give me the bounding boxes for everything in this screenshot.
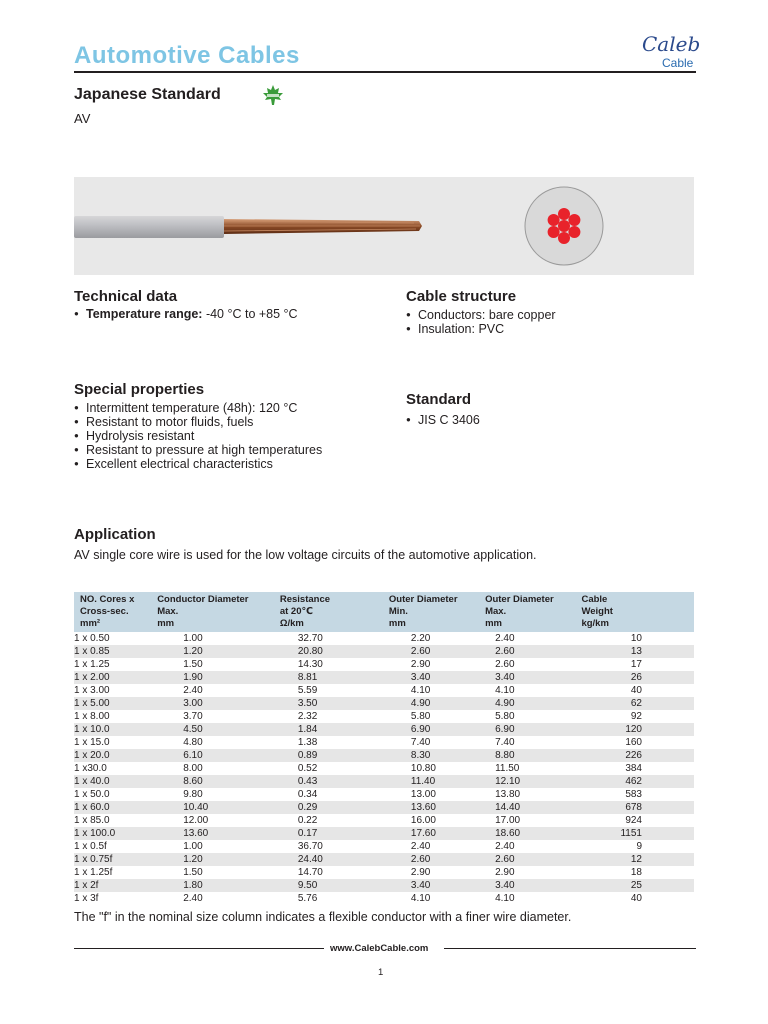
standard-list xyxy=(406,413,480,427)
table-cell: 1 x 0.75f xyxy=(74,853,157,866)
header-line: mm xyxy=(485,618,502,629)
table-cell: 1.80 xyxy=(157,879,280,892)
table-cell: 4.50 xyxy=(157,723,280,736)
table-cell: 9.50 xyxy=(280,879,389,892)
header-line: Cable xyxy=(581,594,608,605)
header-line: NO. Cores x xyxy=(80,594,135,605)
header-line: kg/km xyxy=(581,618,609,629)
table-cell: 1151 xyxy=(581,827,694,840)
table-cell: 3.40 xyxy=(485,671,581,684)
table-cell: 583 xyxy=(625,789,642,800)
table-cell: 7.40 xyxy=(495,737,515,748)
table-cell: 2.40 xyxy=(495,841,515,852)
table-cell: 2.40 xyxy=(495,633,515,644)
table-cell: 1 x 20.0 xyxy=(74,749,157,762)
table-cell: 11.50 xyxy=(495,763,520,774)
table-cell: 0.17 xyxy=(280,827,389,840)
table-cell: 5.59 xyxy=(297,685,318,696)
technical-data-title: Technical data xyxy=(74,288,178,305)
header-line: Outer Diameter xyxy=(485,594,554,605)
logo-sub-text: Cable xyxy=(662,56,694,70)
table-cell: 4.10 xyxy=(410,685,431,696)
leaf-icon xyxy=(262,84,284,106)
table-cell: 120 xyxy=(581,723,694,736)
table-cell: 11.40 xyxy=(389,775,485,788)
table-cell: 1.00 xyxy=(183,841,203,852)
table-cell: 10.40 xyxy=(157,801,280,814)
table-cell: 10 xyxy=(630,633,642,644)
table-row xyxy=(74,827,694,840)
table-cell: 17 xyxy=(630,659,642,670)
header-line: Conductor Diameter xyxy=(157,594,249,605)
table-cell: 62 xyxy=(581,697,694,710)
table-cell: 14.70 xyxy=(297,867,323,878)
table-cell: 2.60 xyxy=(389,645,485,658)
table-cell: 1 x 40.0 xyxy=(74,775,157,788)
list-item: ● Resistant to motor fluids, fuels xyxy=(74,415,322,429)
table-cell: 1 x 2f xyxy=(74,879,157,892)
special-properties-list xyxy=(74,401,322,471)
header-line: Outer Diameter xyxy=(388,594,458,605)
table-cell: 4.90 xyxy=(485,697,581,710)
table-cell: 160 xyxy=(625,737,642,748)
special-properties-title: Special properties xyxy=(74,381,205,398)
table-cell: 4.10 xyxy=(495,893,515,904)
application-title: Application xyxy=(74,526,156,543)
table-cell: 92 xyxy=(630,711,642,722)
list-item: ● Conductors: bare copper xyxy=(406,308,556,322)
table-cell: 5.80 xyxy=(495,711,515,722)
header-line: Min. xyxy=(388,606,408,617)
header-line: mm² xyxy=(80,618,101,629)
table-cell: 1 x 0.50 xyxy=(74,633,110,644)
table-body xyxy=(74,632,694,905)
table-cell: 9 xyxy=(636,841,642,852)
table-row xyxy=(74,788,694,801)
table-cell: 6.90 xyxy=(485,723,581,736)
table-cell: 1 x 100.0 xyxy=(74,827,157,840)
table-cell: 6.90 xyxy=(389,723,485,736)
col-header-conductor-diameter xyxy=(157,592,280,632)
list-item xyxy=(74,307,298,321)
standard-code: AV xyxy=(74,111,91,126)
table-cell: 13.80 xyxy=(495,789,521,800)
table-cell: 1.50 xyxy=(183,659,203,670)
table-cell: 3.40 xyxy=(389,879,485,892)
header-line: Resistance xyxy=(279,594,331,605)
table-row xyxy=(74,801,694,814)
table-cell: 0.43 xyxy=(280,775,389,788)
table-row xyxy=(74,866,694,879)
table-cell: 2.60 xyxy=(495,659,515,670)
table-cell: 1.38 xyxy=(297,737,318,748)
table-cell: 6.10 xyxy=(157,749,280,762)
table-cell: 32.70 xyxy=(297,633,323,644)
table-row xyxy=(74,814,694,827)
table-cell: 4.10 xyxy=(410,893,431,904)
table-row xyxy=(74,853,694,866)
footer-rule-left xyxy=(74,948,324,949)
table-cell: 5.80 xyxy=(410,711,431,722)
table-cell: 1 x 3f xyxy=(74,893,99,904)
table-cell: 1 x 85.0 xyxy=(74,815,110,826)
header-line: Max. xyxy=(485,606,507,617)
table-cell: 1 x 60.0 xyxy=(74,801,157,814)
col-header-cross-section xyxy=(74,592,157,632)
caleb-cable-logo xyxy=(640,32,700,72)
table-row xyxy=(74,684,694,697)
table-cell: 8.81 xyxy=(280,671,389,684)
header-line: Cross-sec. xyxy=(80,606,129,617)
header-rule xyxy=(74,71,696,73)
table-cell: 13.00 xyxy=(410,789,436,800)
table-cell: 462 xyxy=(581,775,694,788)
standard-title: Standard xyxy=(406,391,472,408)
table-cell: 7.40 xyxy=(410,737,431,748)
table-cell: 0.22 xyxy=(297,815,318,826)
table-cell: 4.80 xyxy=(183,737,203,748)
table-cell: 12.10 xyxy=(485,775,581,788)
table-cell: 4.10 xyxy=(495,685,515,696)
table-row xyxy=(74,762,694,775)
table-cell: 12 xyxy=(581,853,694,866)
table-cell: 1 x 10.0 xyxy=(74,723,157,736)
table-cell: 1 x 0.5f xyxy=(74,841,107,852)
table-cell: 3.40 xyxy=(485,879,581,892)
table-cell: 2.40 xyxy=(183,685,203,696)
table-cell: 0.29 xyxy=(280,801,389,814)
table-cell: 14.40 xyxy=(485,801,581,814)
list-item: ● Resistant to pressure at high temperatures xyxy=(74,443,322,457)
table-cell: 1 x30.0 xyxy=(74,763,107,774)
page-number: 1 xyxy=(378,967,384,978)
logo-script-text: Caleb xyxy=(642,32,701,56)
list-item: ● JIS C 3406 xyxy=(406,413,480,427)
header-line: Max. xyxy=(157,606,179,617)
table-cell: 10.80 xyxy=(410,763,436,774)
table-cell: 2.60 xyxy=(389,853,485,866)
footer-url: www.CalebCable.com xyxy=(330,943,429,954)
col-header-outer-diameter-max xyxy=(485,592,581,632)
table-row xyxy=(74,892,694,905)
table-cell: 8.30 xyxy=(389,749,485,762)
table-row xyxy=(74,775,694,788)
table-row xyxy=(74,671,694,684)
table-cell: 0.52 xyxy=(297,763,318,774)
table-cell: 2.20 xyxy=(410,633,431,644)
table-row xyxy=(74,645,694,658)
table-cell: 2.60 xyxy=(485,853,581,866)
table-cell: 18.60 xyxy=(485,827,581,840)
footer-rule-right xyxy=(444,948,696,949)
col-header-cable-weight xyxy=(581,592,694,632)
table-cell: 2.40 xyxy=(183,893,203,904)
table-cell: 1.00 xyxy=(183,633,203,644)
table-cell: 1 x 1.25f xyxy=(74,867,113,878)
header-line: mm xyxy=(157,618,175,629)
table-row xyxy=(74,723,694,736)
table-cell: 3.50 xyxy=(280,697,389,710)
col-header-resistance xyxy=(280,592,389,632)
table-cell: 17.00 xyxy=(495,815,521,826)
cable-structure-list xyxy=(406,308,556,336)
table-cell: 1 x 15.0 xyxy=(74,737,110,748)
table-cell: 2.90 xyxy=(410,659,431,670)
table-cell: 12.00 xyxy=(183,815,209,826)
table-cell: 1 x 0.85 xyxy=(74,645,157,658)
table-cell: 18 xyxy=(630,867,642,878)
table-cell: 1 x 8.00 xyxy=(74,711,110,722)
table-cell: 1.90 xyxy=(157,671,280,684)
table-cell: 8.60 xyxy=(157,775,280,788)
table-row xyxy=(74,749,694,762)
table-cell: 17.60 xyxy=(389,827,485,840)
table-cell: 1 x 3.00 xyxy=(74,685,110,696)
list-item: ● Insulation: PVC xyxy=(406,322,556,336)
table-cell: 26 xyxy=(581,671,694,684)
table-cell: 1 x 5.00 xyxy=(74,697,157,710)
table-cell: 8.00 xyxy=(183,763,203,774)
table-cell: 1.20 xyxy=(157,853,280,866)
application-text: AV single core wire is used for the low voltage circuits of the automotive application. xyxy=(74,548,537,562)
cable-spec-table xyxy=(74,592,694,905)
table-cell: 4.90 xyxy=(389,697,485,710)
table-cell: 5.76 xyxy=(297,893,318,904)
table-row xyxy=(74,840,694,853)
footnote: The "f" in the nominal size column indicates a flexible conductor with a finer wire diameter. xyxy=(74,910,572,924)
technical-data-list xyxy=(74,307,298,321)
table-cell: 13.60 xyxy=(389,801,485,814)
table-cell: 2.90 xyxy=(410,867,431,878)
table-header-row xyxy=(74,592,694,632)
table-cell: 8.80 xyxy=(485,749,581,762)
table-cell: 0.89 xyxy=(280,749,389,762)
table-cell: 14.30 xyxy=(297,659,323,670)
table-cell: 40 xyxy=(630,685,642,696)
table-cell: 2.60 xyxy=(485,645,581,658)
table-row xyxy=(74,736,694,749)
table-cell: 1 x 1.25 xyxy=(74,659,110,670)
table-row xyxy=(74,658,694,671)
table-cell: 25 xyxy=(581,879,694,892)
table-cell: 9.80 xyxy=(183,789,203,800)
page-title: Automotive Cables xyxy=(74,42,300,69)
table-cell: 2.90 xyxy=(495,867,515,878)
table-cell: 678 xyxy=(581,801,694,814)
cable-structure-title: Cable structure xyxy=(406,288,517,305)
table-row xyxy=(74,879,694,892)
table-cell: 2.40 xyxy=(410,841,431,852)
header-line: Ω/km xyxy=(279,618,304,629)
header-line: Weight xyxy=(581,606,613,617)
table-row xyxy=(74,710,694,723)
table-row xyxy=(74,697,694,710)
table-cell: 1.50 xyxy=(183,867,203,878)
table-cell: 40 xyxy=(630,893,642,904)
table-cell: 2.32 xyxy=(297,711,318,722)
table-cell: 13 xyxy=(581,645,694,658)
table-cell: 384 xyxy=(625,763,642,774)
cable-photo xyxy=(74,177,694,275)
table-cell: 0.34 xyxy=(297,789,318,800)
table-cell: 16.00 xyxy=(410,815,436,826)
table-cell: 1 x 2.00 xyxy=(74,671,157,684)
table-cell: 924 xyxy=(625,815,642,826)
table-cell: 13.60 xyxy=(157,827,280,840)
header-line: at 20℃ xyxy=(279,606,314,617)
temperature-label: Temperature range: xyxy=(86,307,203,321)
header-line: mm xyxy=(388,618,406,629)
table-cell: 20.80 xyxy=(280,645,389,658)
col-header-outer-diameter-min xyxy=(389,592,485,632)
table-cell: 24.40 xyxy=(280,853,389,866)
table-row xyxy=(74,632,694,645)
list-item: ● Hydrolysis resistant xyxy=(74,429,322,443)
table-cell: 3.40 xyxy=(389,671,485,684)
table-cell: 226 xyxy=(581,749,694,762)
table-cell: 3.00 xyxy=(157,697,280,710)
list-item: ● Excellent electrical characteristics xyxy=(74,457,322,471)
table-cell: 1 x 50.0 xyxy=(74,789,110,800)
table-cell: 1.84 xyxy=(280,723,389,736)
table-cell: 3.70 xyxy=(183,711,203,722)
table-cell: 36.70 xyxy=(297,841,323,852)
standard-heading: Japanese Standard xyxy=(74,86,221,103)
table-cell: 1.20 xyxy=(157,645,280,658)
temperature-value: -40 °C to +85 °C xyxy=(202,307,298,321)
list-item: ● Intermittent temperature (48h): 120 °C xyxy=(74,401,322,415)
